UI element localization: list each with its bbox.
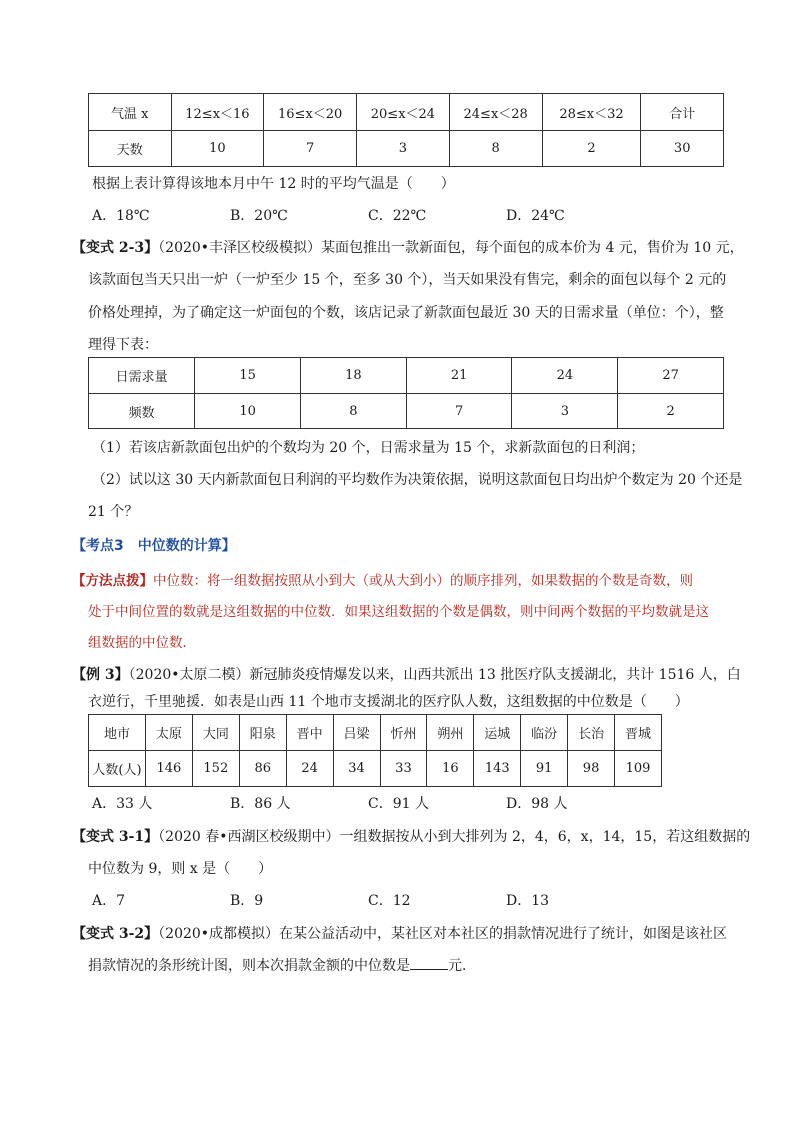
method-line-1 xyxy=(72,569,693,589)
paragraph-text: 元． xyxy=(448,958,476,974)
example-3-line-2: 衣逆行，千里驰援．如表是山西 11 个地市支援湖北的医疗队人数，这组数据的中位数是（ ） xyxy=(88,694,689,710)
table-cell: 7 xyxy=(264,131,357,167)
option-c: C．22℃ xyxy=(368,208,427,224)
method-tag: 【方法点拨】 xyxy=(72,573,153,589)
sub-question-2: （2）试以这 30 天内新款面包日利润的平均数作为决策依据，说明这款面包日均出炉个数定为 20 个还是 xyxy=(92,472,743,488)
section-heading: 【考点3 中位数的计算】 xyxy=(72,538,236,554)
table-cell: 16≤x＜20 xyxy=(264,94,357,131)
paragraph-text: 捐款情况的条形统计图，则本次捐款金额的中位数是 xyxy=(88,958,410,974)
table-cell: 阳泉 xyxy=(239,715,286,751)
table-cell: 8 xyxy=(300,394,406,429)
variant-tag: 【变式 2-3】 xyxy=(72,240,159,256)
example-tag: 【例 3】 xyxy=(72,667,129,683)
option-b: B．20℃ xyxy=(230,208,288,224)
example-3-line-1 xyxy=(72,664,741,684)
option-a: A．33 人 xyxy=(92,796,153,812)
table-cell: 21 xyxy=(406,358,512,394)
table-cell: 27 xyxy=(618,358,724,394)
answer-blank[interactable] xyxy=(410,955,448,970)
temperature-table xyxy=(88,93,724,167)
table-cell: 天数 xyxy=(89,131,172,167)
sub-question-1: （1）若该店新款面包出炉的个数均为 20 个，日需求量为 15 个，求新款面包的日利润； xyxy=(92,440,645,456)
city-table xyxy=(88,714,662,787)
table-cell: 10 xyxy=(195,394,301,429)
table-cell: 24 xyxy=(286,751,333,787)
sub-question-2-cont: 21 个？ xyxy=(88,504,139,520)
option-a: A．18℃ xyxy=(92,208,150,224)
variant-3-1-line-2: 中位数为 9，则 x 是（ ） xyxy=(88,861,273,877)
option-a: A．7 xyxy=(92,893,126,909)
table-cell: 朔州 xyxy=(427,715,474,751)
table-cell: 86 xyxy=(239,751,286,787)
variant-3-2-line-2 xyxy=(88,955,476,975)
table-cell: 20≤x＜24 xyxy=(357,94,450,131)
table-cell: 24 xyxy=(512,358,618,394)
table-cell: 7 xyxy=(406,394,512,429)
table-cell: 2 xyxy=(618,394,724,429)
option-d: D．24℃ xyxy=(506,208,565,224)
table-cell: 109 xyxy=(615,751,662,787)
table-cell: 频数 xyxy=(89,394,195,429)
table-cell: 98 xyxy=(568,751,615,787)
variant-tag: 【变式 3-1】 xyxy=(72,829,159,845)
options-row xyxy=(92,205,565,225)
table-cell: 152 xyxy=(192,751,239,787)
table-cell: 143 xyxy=(474,751,521,787)
table-cell: 2 xyxy=(542,131,641,167)
table-cell: 气温 x xyxy=(89,94,172,131)
table-cell: 忻州 xyxy=(380,715,427,751)
table-cell: 12≤x＜16 xyxy=(171,94,264,131)
method-line-3: 组数据的中位数． xyxy=(88,635,196,651)
variant-tag: 【变式 3-2】 xyxy=(72,926,159,942)
demand-table xyxy=(88,357,724,429)
table-cell: 3 xyxy=(512,394,618,429)
table-cell: 28≤x＜32 xyxy=(542,94,641,131)
table-cell: 33 xyxy=(380,751,427,787)
table-cell: 吕梁 xyxy=(333,715,380,751)
options-row xyxy=(92,793,568,813)
option-b: B．9 xyxy=(230,893,264,909)
table-cell: 长治 xyxy=(568,715,615,751)
table-cell: 晋城 xyxy=(615,715,662,751)
variant-2-3-line-1 xyxy=(72,237,744,257)
table-cell: 30 xyxy=(641,131,724,167)
option-d: D．98 人 xyxy=(506,796,568,812)
option-c: C．12 xyxy=(368,893,411,909)
table-cell: 34 xyxy=(333,751,380,787)
variant-3-1-line-1 xyxy=(72,826,750,846)
method-text: 中位数：将一组数据按照从小到大（或从大到小）的顺序排列，如果数据的个数是奇数，则 xyxy=(153,573,693,589)
paragraph-text: （2020 春•西湖区校级期中）一组数据按从小到大排列为 2，4，6，x，14，15，若这组数据的 xyxy=(158,829,751,845)
table-cell: 太原 xyxy=(145,715,192,751)
method-line-2: 处于中间位置的数就是这组数据的中位数．如果这组数据的个数是偶数，则中间两个数据的平均数就是这 xyxy=(88,604,709,620)
table-cell: 合计 xyxy=(641,94,724,131)
variant-3-2-line-1 xyxy=(72,923,727,943)
option-c: C．91 人 xyxy=(368,796,429,812)
table-cell: 地市 xyxy=(89,715,146,751)
table-cell: 日需求量 xyxy=(89,358,195,394)
table-cell: 人数(人) xyxy=(89,751,146,787)
table-cell: 91 xyxy=(521,751,568,787)
table-cell: 146 xyxy=(145,751,192,787)
table-cell: 16 xyxy=(427,751,474,787)
table-cell: 8 xyxy=(449,131,542,167)
table-cell: 10 xyxy=(171,131,264,167)
table-cell: 大同 xyxy=(192,715,239,751)
option-b: B．86 人 xyxy=(230,796,291,812)
variant-2-3-line-3: 价格处理掉，为了确定这一炉面包的个数，该店记录了新款面包最近 30 天的日需求量（单位：个），整 xyxy=(88,305,724,321)
table-cell: 24≤x＜28 xyxy=(449,94,542,131)
paragraph-text: （2020•丰泽区校级模拟）某面包推出一款新面包，每个面包的成本价为 4 元，售价为 10 元， xyxy=(158,240,744,256)
table-cell: 晋中 xyxy=(286,715,333,751)
options-row xyxy=(92,890,549,910)
table-cell: 运城 xyxy=(474,715,521,751)
table-cell: 18 xyxy=(300,358,406,394)
option-d: D．13 xyxy=(506,893,550,909)
table-cell: 15 xyxy=(195,358,301,394)
variant-2-3-line-2: 该款面包当天只出一炉（一炉至少 15 个，至多 30 个），当天如果没有售完，剩余的面包以每个 2 元的 xyxy=(88,272,727,288)
paragraph-text: （2020•太原二模）新冠肺炎疫情爆发以来，山西共派出 13 批医疗队支援湖北，共计 1516 人，白 xyxy=(128,667,741,683)
variant-2-3-line-4: 理得下表： xyxy=(88,337,158,353)
paragraph-text: （2020•成都模拟）在某公益活动中，某社区对本社区的捐款情况进行了统计，如图是该社区 xyxy=(158,926,728,942)
table-cell: 3 xyxy=(357,131,450,167)
table-cell: 临汾 xyxy=(521,715,568,751)
question-text: 根据上表计算得该地本月中午 12 时的平均气温是（ ） xyxy=(92,176,455,192)
